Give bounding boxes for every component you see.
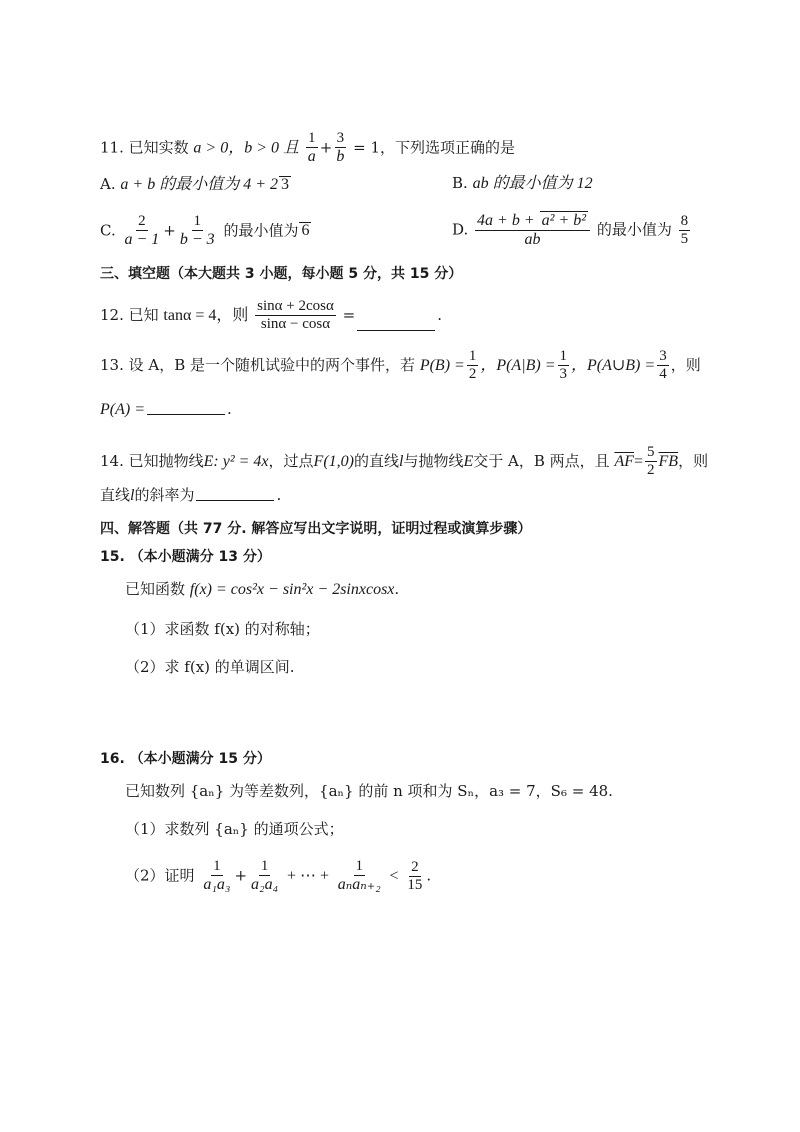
- q15-title: 15. （本小题满分 13 分）: [100, 549, 271, 565]
- q11-condition: a > 0，b > 0 且: [193, 139, 300, 157]
- q16-frac-3: $\frac{1}{\text{aₙaₙ₊₂}}$: [337, 858, 381, 894]
- q11-c-frac-1: $\frac{2}{a - 1}$: [124, 213, 160, 249]
- sqrt-3: 3: [281, 176, 289, 193]
- q16-title: 16. （本小题满分 15 分）: [100, 751, 271, 767]
- q11-c-frac-2: $\frac{1}{b - 3}$: [179, 213, 215, 249]
- q15-stem: 已知函数 f(x) = cos²x − sin²x − 2sinxcosx.: [125, 580, 400, 598]
- q13-answer-blank[interactable]: [147, 413, 225, 415]
- sqrt-6: 6: [301, 222, 310, 240]
- q11-option-c: C. $\frac{2}{a - 1}$ + $\frac{1}{b - 3}$ 的最小值为 6: [100, 213, 310, 249]
- q12-condition: tanα = 4，则: [163, 306, 249, 324]
- q12-frac: $\frac{\sin\alpha + 2\cos\alpha}{\sin\alpha - \cos\alpha}$: [257, 298, 334, 333]
- q14-line-2: 直线l的斜率为 .: [100, 486, 282, 504]
- q13-frac-2: $\frac{1}{3}$: [559, 348, 567, 383]
- q13-frac-3: $\frac{3}{4}$: [659, 348, 667, 383]
- q13-line-2: P(A) = .: [100, 400, 232, 418]
- q12-answer-blank[interactable]: [357, 329, 435, 331]
- q16-frac-4: $\frac{2}{15}$: [407, 858, 423, 893]
- q16-stem: 已知数列 {aₙ} 为等差数列，{aₙ} 的前 n 项和为 Sₙ，a₃ = 7，S₆ = 48.: [125, 782, 613, 800]
- section-4-heading: 四、解答题（共 77 分. 解答应写出文字说明，证明过程或演算步骤）: [100, 521, 532, 537]
- q11-number: 11. 已知实数: [100, 138, 189, 157]
- q11-d-answer-frac: $\frac{8}{5}$: [680, 212, 689, 247]
- q13-frac-1: $\frac{1}{2}$: [468, 348, 477, 383]
- section-3-heading: 三、填空题（本大题共 3 小题，每小题 5 分，共 15 分）: [100, 266, 463, 282]
- q16-frac-1: $\frac{1}{\text{a₁a₃}}$: [203, 858, 231, 894]
- q11-option-b: B. ab 的最小值为 12: [452, 174, 593, 192]
- q11-option-d: D. $\frac{\text{4a + b + a² + b²}}{ab}$ 的最小值为 $\frac{8}{5}$: [452, 212, 689, 249]
- q16-part-2: （2）证明 $\frac{1}{\text{a₁a₃}}$ + $\frac{1}{\text{a₂a₄}}$ + ⋯ + $\frac{1}{\text{aₙaₙ₊₂}}$ < $\frac{2}{15}$ .: [125, 858, 432, 894]
- q13-line-1: 13. 设 A，B 是一个随机试验中的两个事件，若 P(B) = $\frac{1}{2}$ ，P(A|B) = $\frac{1}{3}$ ，P(A∪B) = $\frac{3}{4}$ ，则: [100, 348, 701, 383]
- q11-frac-1: $\frac{1}{a}$: [307, 130, 316, 166]
- q16-frac-2: $\frac{1}{\text{a₂a₄}}$: [251, 858, 279, 894]
- q11-tail: = 1，下列选项正确的是: [353, 138, 516, 157]
- q11-option-a: A. a + b 的最小值为 4 + 2 3: [100, 175, 289, 193]
- q16-part-1: （1）求数列 {aₙ} 的通项公式；: [125, 820, 344, 838]
- q14-frac: $\frac{5}{2}$: [647, 444, 655, 479]
- q12: 12. 已知 tanα = 4，则 $\frac{\sin\alpha + 2\cos\alpha}{\sin\alpha - \cos\alpha}$ = .: [100, 298, 442, 333]
- q11-d-frac: $\frac{\text{4a + b + a² + b²}}{ab}$: [475, 211, 590, 250]
- q15-part-2: （2）求 f(x) 的单调区间.: [125, 658, 295, 676]
- q14-line-1: 14. 已知抛物线E: y² = 4x，过点F(1,0)的直线l与抛物线E交于 A，B 两点，且 $\overline{AF}=$ $\frac{5}{2}$ $\overline{FB}$，则: [100, 444, 709, 479]
- q14-answer-blank[interactable]: [196, 499, 274, 501]
- q11-frac-2: $\frac{3}{b}$: [336, 130, 345, 166]
- q11-stem: 11. 已知实数 a > 0，b > 0 且 $\frac{1}{a}$ + $\frac{3}{b}$ = 1，下列选项正确的是: [100, 130, 516, 166]
- q15-part-1: （1）求函数 f(x) 的对称轴；: [125, 620, 320, 638]
- vector-fb: $\overline{FB}$: [658, 452, 679, 470]
- vector-af: $\overline{AF}$: [614, 452, 634, 470]
